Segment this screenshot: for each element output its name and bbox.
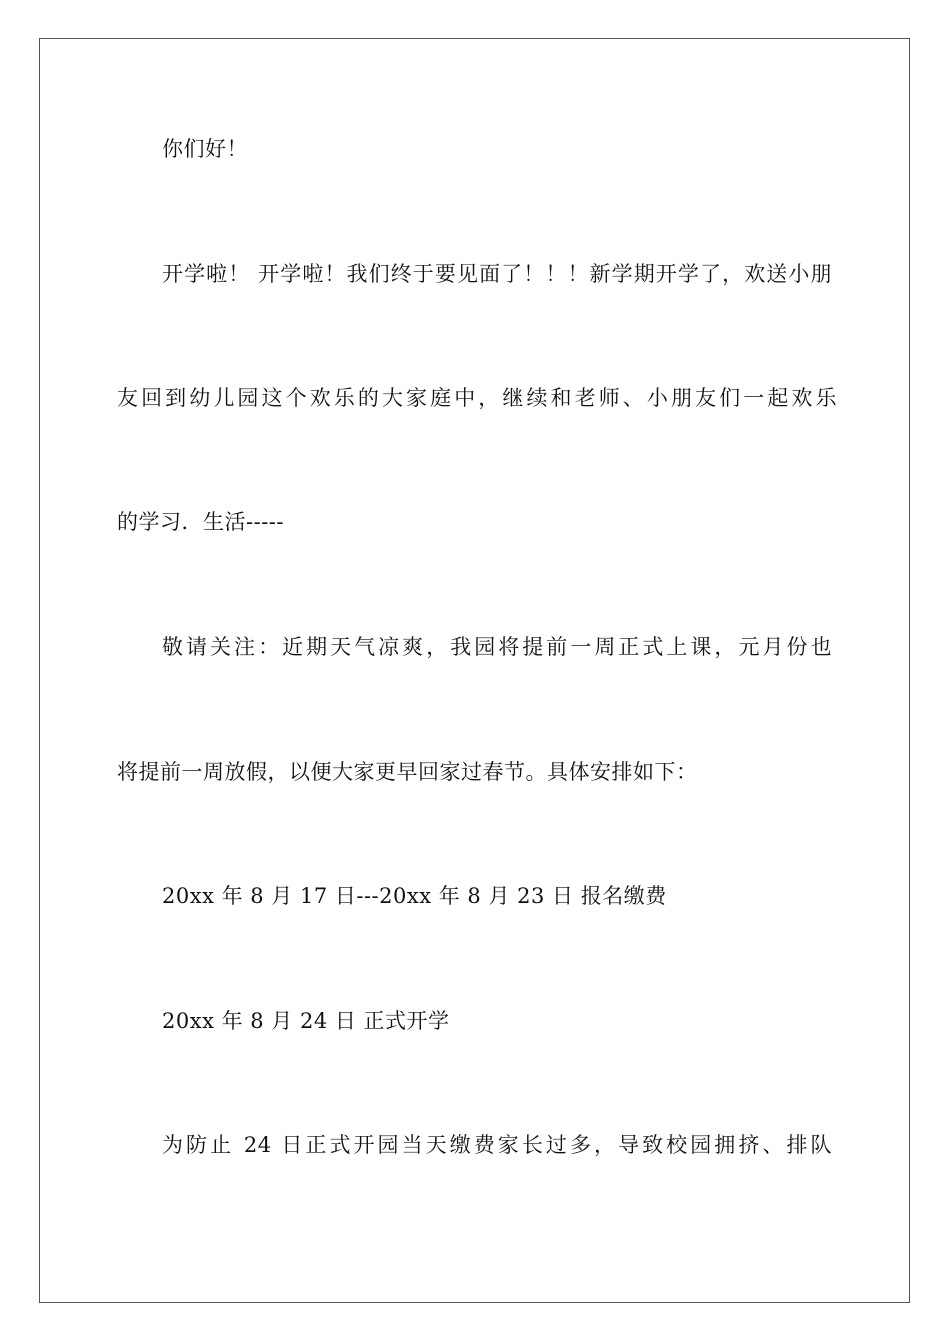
paragraph-line: 的学习．生活----- [117, 510, 284, 534]
schedule-line: 20xx 年 8 月 24 日 正式开学 [162, 1009, 450, 1033]
greeting-line: 你们好！ [162, 137, 248, 161]
paragraph-line: 友回到幼儿园这个欢乐的大家庭中，继续和老师、小朋友们一起欢乐 [117, 386, 837, 410]
paragraph-line: 开学啦！ 开学啦！我们终于要见面了！！！新学期开学了，欢送小朋 [162, 262, 832, 286]
paragraph-line: 为防止 24 日正式开园当天缴费家长过多，导致校园拥挤、排队 [162, 1133, 832, 1157]
paragraph-line: 敬请关注：近期天气凉爽，我园将提前一周正式上课，元月份也 [162, 635, 832, 659]
paragraph-line: 将提前一周放假，以便大家更早回家过春节。具体安排如下： [117, 760, 698, 784]
page-border [39, 38, 910, 1303]
schedule-line: 20xx 年 8 月 17 日---20xx 年 8 月 23 日 报名缴费 [162, 884, 667, 908]
